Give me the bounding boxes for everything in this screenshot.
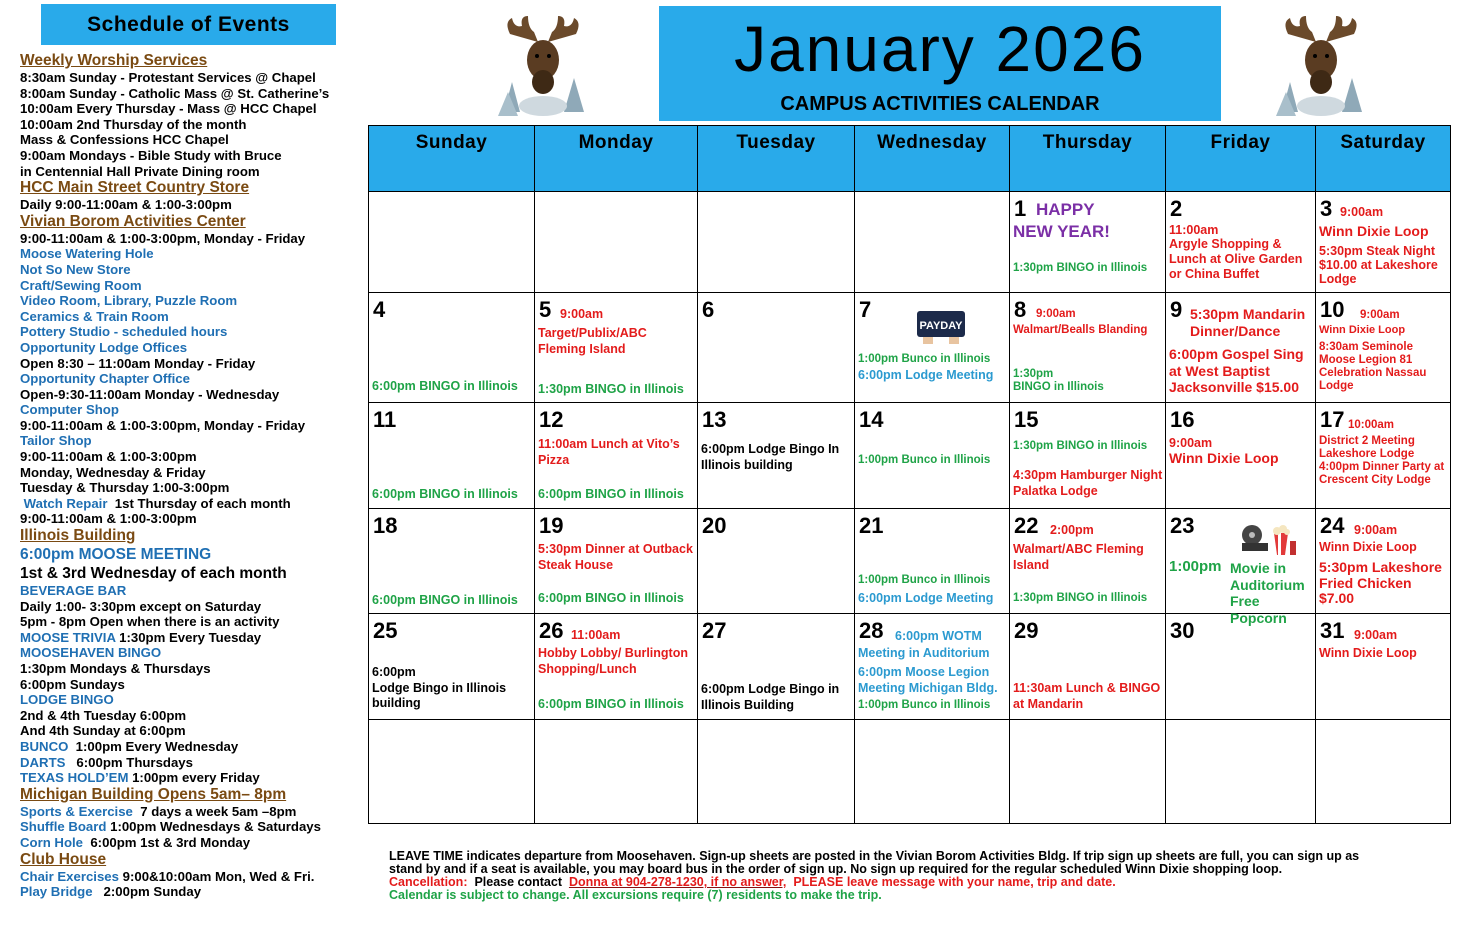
week-row bbox=[369, 720, 1451, 824]
day-number: 24 bbox=[1320, 513, 1345, 538]
day-cell-22 bbox=[1010, 509, 1166, 614]
event-text: Winn Dixie Loop bbox=[1319, 646, 1417, 660]
day-cell-21 bbox=[855, 509, 1010, 614]
week-row bbox=[369, 509, 1451, 614]
day-cell-20 bbox=[698, 509, 855, 614]
schedule-line-label: Watch Repair bbox=[23, 495, 108, 511]
schedule-line-label: BUNCO bbox=[20, 738, 69, 754]
event-text: 6:00pm Lodge Bingo in Illinois Building bbox=[701, 682, 840, 712]
event-text: 11:00am bbox=[571, 628, 621, 642]
schedule-line: 9:00-11:00am & 1:00-3:00pm, Monday - Friday bbox=[20, 230, 306, 246]
day-cell-16 bbox=[1166, 403, 1316, 509]
event-text: 9:00am bbox=[1340, 205, 1384, 219]
event-text: Argyle Shopping & Lunch at Olive Garden or China Buffet bbox=[1169, 237, 1303, 281]
day-number: 27 bbox=[702, 618, 727, 643]
schedule-line: Play Bridge 2:00pm Sunday bbox=[20, 884, 202, 900]
day-number: 4 bbox=[373, 297, 386, 322]
schedule-line: 6:00pm Sundays bbox=[20, 676, 125, 692]
day-number: 21 bbox=[859, 513, 884, 538]
event-text: 6:00pm Moose Legion Meeting Michigan Bldg. bbox=[858, 665, 998, 695]
schedule-line-label: Play Bridge bbox=[20, 884, 93, 900]
event-text: Winn Dixie Loop bbox=[1319, 540, 1417, 554]
event-text: 4:00pm Dinner Party at Crescent City Lodge bbox=[1319, 461, 1445, 486]
day-cell-3 bbox=[1316, 192, 1451, 293]
event-text: 11:00am bbox=[1169, 223, 1219, 237]
event-text: 6:00pm Lodge Bingo In Illinois building bbox=[701, 442, 840, 472]
day-cell-6 bbox=[698, 293, 855, 403]
day-number: 9 bbox=[1170, 297, 1183, 322]
footer-text: Please contact bbox=[467, 875, 569, 889]
schedule-line-label: Chair Exercises bbox=[20, 868, 119, 884]
day-cell-1 bbox=[1010, 192, 1166, 293]
calendar-title-banner bbox=[659, 6, 1221, 121]
day-cell-15 bbox=[1010, 403, 1166, 509]
event-text: 6:00pm WOTM bbox=[895, 629, 982, 643]
day-cell-empty bbox=[698, 192, 855, 293]
day-number: 7 bbox=[859, 297, 872, 322]
day-cell-30 bbox=[1166, 614, 1316, 720]
schedule-line-label: MOOSE TRIVIA bbox=[20, 629, 116, 645]
schedule-line: in Centennial Hall Private Dining room bbox=[20, 163, 260, 179]
calendar-subtitle: CAMPUS ACTIVITIES CALENDAR bbox=[780, 93, 1100, 115]
schedule-section-heading: Illinois Building bbox=[20, 527, 136, 545]
schedule-line: DARTS 6:00pm Thursdays bbox=[20, 754, 193, 770]
event-text: 1:00pm Bunco in Illinois bbox=[858, 454, 991, 466]
event-text: 9:00am bbox=[560, 307, 604, 321]
day-cell-12 bbox=[535, 403, 698, 509]
event-text: 11:30am Lunch & BINGO at Mandarin bbox=[1013, 681, 1161, 711]
day-cell-17 bbox=[1316, 403, 1451, 509]
weekday-header: Thursday bbox=[1010, 126, 1166, 192]
event-text: 9:00am bbox=[1036, 308, 1076, 320]
calendar-grid bbox=[368, 125, 1451, 824]
footer-line: stand by and if a seat is available, you may board bus in the order of sign up. No sign up required for the regular scheduled Winn Dixie shopping loop. bbox=[389, 862, 1283, 876]
schedule-line: Computer Shop bbox=[20, 402, 119, 418]
schedule-section-heading: Michigan Building Opens 5am– 8pm bbox=[20, 785, 287, 803]
schedule-list bbox=[20, 52, 360, 900]
day-number: 12 bbox=[539, 407, 564, 432]
event-text: 9:00am bbox=[1169, 436, 1213, 450]
day-cell-27 bbox=[698, 614, 855, 720]
event-text: NEW YEAR! bbox=[1013, 222, 1110, 241]
schedule-line: Daily 1:00- 3:30pm except on Saturday bbox=[20, 598, 262, 614]
weekday-header: Sunday bbox=[369, 126, 535, 192]
week-row bbox=[369, 614, 1451, 720]
event-text: Meeting in Auditorium bbox=[858, 646, 990, 660]
schedule-line: Chair Exercises 9:00&10:00am Mon, Wed & Fri. bbox=[20, 868, 315, 884]
week-row bbox=[369, 403, 1451, 509]
schedule-line: BEVERAGE BAR bbox=[20, 583, 127, 599]
film-popcorn-icon bbox=[1238, 521, 1298, 557]
event-text: 5:30pm Mandarin Dinner/Dance bbox=[1190, 306, 1306, 339]
day-cell-empty bbox=[535, 720, 698, 824]
schedule-line: Open 8:30 – 11:00am Monday - Friday bbox=[20, 355, 256, 371]
day-number: 17 bbox=[1320, 407, 1345, 432]
schedule-line: 9:00-11:00am & 1:00-3:00pm, Monday - Friday bbox=[20, 417, 306, 433]
event-text: 5:30pm Steak Night $10.00 at Lakeshore Lodge bbox=[1319, 244, 1438, 286]
day-cell-5 bbox=[535, 293, 698, 403]
day-cell-empty bbox=[1166, 720, 1316, 824]
payday-sign-icon bbox=[915, 309, 967, 345]
event-text: Movie in Auditorium Free Popcorn bbox=[1230, 560, 1305, 626]
day-number: 10 bbox=[1320, 297, 1345, 322]
day-cell-empty bbox=[369, 720, 535, 824]
day-cell-8 bbox=[1010, 293, 1166, 403]
day-cell-14 bbox=[855, 403, 1010, 509]
event-text: Walmart/Bealls Blanding bbox=[1013, 324, 1148, 336]
day-cell-28 bbox=[855, 614, 1010, 720]
day-number: 8 bbox=[1014, 297, 1027, 322]
schedule-section-heading: HCC Main Street Country Store bbox=[20, 179, 250, 197]
event-text: 11:00am Lunch at Vito’s Pizza bbox=[538, 437, 680, 467]
schedule-line: Shuffle Board 1:00pm Wednesdays & Saturdays bbox=[20, 819, 321, 835]
event-text: Winn Dixie Loop bbox=[1319, 223, 1429, 239]
schedule-line: MOOSE TRIVIA 1:30pm Every Tuesday bbox=[20, 629, 262, 645]
day-number: 28 bbox=[859, 618, 884, 643]
schedule-line: BUNCO 1:00pm Every Wednesday bbox=[20, 738, 239, 754]
event-text: Winn Dixie Loop bbox=[1169, 450, 1279, 466]
weekday-header: Monday bbox=[535, 126, 698, 192]
footer-text: PLEASE leave message with your name, trip and date. bbox=[786, 875, 1116, 889]
schedule-line: 9:00am Mondays - Bible Study with Bruce bbox=[20, 147, 282, 163]
schedule-line: Mass & Confessions HCC Chapel bbox=[20, 132, 229, 148]
event-text: HAPPY bbox=[1036, 200, 1095, 219]
schedule-line-label: DARTS bbox=[20, 754, 66, 770]
day-cell-empty bbox=[855, 720, 1010, 824]
schedule-line: Moose Watering Hole bbox=[20, 246, 154, 262]
schedule-line: Tuesday & Thursday 1:00-3:00pm bbox=[20, 480, 230, 496]
day-cell-empty bbox=[369, 192, 535, 293]
weekday-header-row bbox=[369, 126, 1451, 192]
schedule-line: And 4th Sunday at 6:00pm bbox=[20, 723, 186, 739]
day-cell-23 bbox=[1166, 509, 1316, 626]
day-cell-empty bbox=[855, 192, 1010, 293]
event-text: 1:30pm BINGO in Illinois bbox=[1013, 592, 1148, 604]
day-number: 6 bbox=[702, 297, 715, 322]
schedule-line: TEXAS HOLD’EM 1:00pm every Friday bbox=[20, 770, 260, 786]
schedule-line: 1st & 3rd Wednesday of each month bbox=[20, 565, 287, 583]
calendar-title: January 2026 bbox=[734, 13, 1146, 85]
schedule-line: Ceramics & Train Room bbox=[20, 308, 169, 324]
day-cell-4 bbox=[369, 293, 535, 403]
moose-icon bbox=[498, 12, 588, 120]
event-text: 10:00am bbox=[1348, 419, 1395, 431]
week-row bbox=[369, 192, 1451, 293]
event-text: BINGO in Illinois bbox=[1013, 381, 1104, 393]
event-text: 6:00pm Lodge Meeting bbox=[858, 591, 994, 605]
event-text: 9:00am bbox=[1354, 628, 1398, 642]
day-number: 20 bbox=[702, 513, 727, 538]
schedule-line-label: TEXAS HOLD’EM bbox=[20, 770, 129, 786]
event-text: Winn Dixie Loop bbox=[1319, 324, 1406, 336]
day-number: 5 bbox=[539, 297, 552, 322]
day-number: 30 bbox=[1170, 618, 1195, 643]
day-cell-31 bbox=[1316, 614, 1451, 720]
schedule-line-label: Sports & Exercise bbox=[20, 803, 133, 819]
event-text: 4:30pm Hamburger Night Palatka Lodge bbox=[1013, 468, 1163, 498]
event-text: 1:30pm BINGO in Illinois bbox=[1013, 262, 1148, 274]
weekday-header: Friday bbox=[1166, 126, 1316, 192]
event-text: 9:00am bbox=[1354, 523, 1398, 537]
schedule-line: 8:30am Sunday - Protestant Services @ Chapel bbox=[20, 70, 316, 85]
day-number: 26 bbox=[539, 618, 564, 643]
schedule-line: 6:00pm MOOSE MEETING bbox=[20, 546, 212, 564]
day-cell-empty bbox=[535, 192, 698, 293]
schedule-section-heading: Vivian Borom Activities Center bbox=[20, 212, 246, 230]
event-text: 6:00pm Gospel Sing at West Baptist Jacksonville $15.00 bbox=[1169, 346, 1304, 395]
cancellation-label: Cancellation: bbox=[389, 875, 468, 889]
schedule-line: Video Room, Library, Puzzle Room bbox=[20, 293, 238, 309]
event-text: 1:00pm Bunco in Illinois bbox=[858, 353, 991, 365]
event-text: Lodge Bingo in Illinois building bbox=[372, 681, 507, 710]
weekday-header: Wednesday bbox=[855, 126, 1010, 192]
event-text: 9:00am bbox=[1360, 309, 1400, 321]
day-number: 3 bbox=[1320, 196, 1333, 221]
schedule-line: 5pm - 8pm Open when there is an activity bbox=[20, 614, 280, 630]
schedule-line: 2nd & 4th Tuesday 6:00pm bbox=[20, 707, 187, 723]
event-text: 6:00pm BINGO in Illinois bbox=[372, 487, 518, 501]
schedule-line: Daily 9:00-11:00am & 1:00-3:00pm bbox=[20, 197, 232, 213]
day-cell-9 bbox=[1166, 293, 1316, 403]
schedule-line: 10:00am 2nd Thursday of the month bbox=[20, 116, 247, 132]
schedule-line: Not So New Store bbox=[20, 261, 131, 277]
day-number: 22 bbox=[1014, 513, 1039, 538]
day-cell-13 bbox=[698, 403, 855, 509]
schedule-line: Monday, Wednesday & Friday bbox=[20, 464, 206, 480]
event-text: 1:00pm Bunco in Illinois bbox=[858, 699, 991, 711]
day-number: 16 bbox=[1170, 407, 1195, 432]
day-cell-empty bbox=[1316, 720, 1451, 824]
schedule-line: Craft/Sewing Room bbox=[20, 277, 142, 293]
schedule-line: LODGE BINGO bbox=[20, 692, 114, 708]
event-text: 8:30am Seminole Moose Legion 81 Celebration Nassau Lodge bbox=[1319, 341, 1427, 392]
event-text: 6:00pm BINGO in Illinois bbox=[538, 591, 684, 605]
day-number: 1 bbox=[1014, 196, 1027, 221]
event-text: 6:00pm BINGO in Illinois bbox=[538, 487, 684, 501]
schedule-line: Corn Hole 6:00pm 1st & 3rd Monday bbox=[20, 834, 251, 850]
footer-notes bbox=[389, 850, 1429, 902]
schedule-line: MOOSEHAVEN BINGO bbox=[20, 645, 162, 661]
schedule-line-label: Shuffle Board bbox=[20, 819, 107, 835]
event-text: District 2 Meeting Lakeshore Lodge bbox=[1319, 435, 1415, 460]
event-text: Target/Publix/ABC Fleming Island bbox=[538, 326, 647, 356]
day-number: 2 bbox=[1170, 196, 1183, 221]
svg-text:PAYDAY: PAYDAY bbox=[919, 320, 963, 332]
event-text: 2:00pm bbox=[1050, 523, 1094, 537]
schedule-line: 1:30pm Mondays & Thursdays bbox=[20, 661, 211, 676]
day-cell-10 bbox=[1316, 293, 1451, 403]
day-cell-18 bbox=[369, 509, 535, 614]
event-text: 5:30pm Dinner at Outback Steak House bbox=[538, 542, 693, 572]
event-text: 6:00pm BINGO in Illinois bbox=[372, 593, 518, 607]
schedule-line: Opportunity Chapter Office bbox=[20, 371, 190, 387]
schedule-line: 8:00am Sunday - Catholic Mass @ St. Catherine’s bbox=[20, 85, 330, 101]
event-text: 1:00pm bbox=[1169, 558, 1222, 575]
schedule-section-heading: Club House bbox=[20, 850, 107, 868]
event-text: 1:00pm Bunco in Illinois bbox=[858, 574, 991, 586]
day-number: 11 bbox=[373, 407, 397, 432]
schedule-line: Pottery Studio - scheduled hours bbox=[20, 324, 228, 340]
week-row bbox=[369, 293, 1451, 403]
contact-info: Donna at 904-278-1230, if no answer, bbox=[568, 875, 787, 889]
event-text: 6:00pm Lodge Meeting bbox=[858, 368, 994, 382]
day-cell-24 bbox=[1316, 509, 1451, 614]
moose-icon bbox=[1276, 12, 1366, 120]
day-cell-26 bbox=[535, 614, 698, 720]
footer-line: Calendar is subject to change. All excursions require (7) residents to make the trip. bbox=[389, 888, 882, 902]
schedule-line: Opportunity Lodge Offices bbox=[20, 339, 188, 355]
schedule-line: Tailor Shop bbox=[20, 433, 92, 449]
schedule-line: Open-9:30-11:00am Monday - Wednesday bbox=[20, 386, 280, 402]
schedule-line: Watch Repair 1st Thursday of each month bbox=[23, 495, 291, 511]
day-cell-2 bbox=[1166, 192, 1316, 293]
day-number: 23 bbox=[1170, 513, 1195, 538]
day-cell-7 bbox=[855, 293, 1010, 403]
schedule-line: 10:00am Every Thursday - Mass @ HCC Chapel bbox=[20, 101, 317, 117]
day-number: 15 bbox=[1014, 407, 1039, 432]
day-number: 18 bbox=[373, 513, 398, 538]
weekday-header: Tuesday bbox=[698, 126, 855, 192]
event-text: 6:00pm bbox=[372, 665, 416, 679]
weekday-header: Saturday bbox=[1316, 126, 1451, 192]
event-text: 1:30pm BINGO in Illinois bbox=[538, 382, 684, 396]
day-cell-29 bbox=[1010, 614, 1166, 720]
footer-line: LEAVE TIME indicates departure from Moosehaven. Sign-up sheets are posted in the Vivian Borom Activities Bldg. If trip sign up sheets are full, you can sign up as bbox=[389, 849, 1360, 863]
day-cell-empty bbox=[698, 720, 855, 824]
day-cell-19 bbox=[535, 509, 698, 614]
day-number: 31 bbox=[1320, 618, 1345, 643]
day-cell-empty bbox=[1010, 720, 1166, 824]
day-cell-25 bbox=[369, 614, 535, 720]
day-number: 25 bbox=[373, 618, 398, 643]
event-text: 5:30pm Lakeshore Fried Chicken $7.00 bbox=[1319, 559, 1442, 606]
event-text: 6:00pm BINGO in Illinois bbox=[538, 697, 684, 711]
schedule-line-label: Corn Hole bbox=[20, 834, 84, 850]
schedule-line: 9:00-11:00am & 1:00-3:00pm bbox=[20, 449, 197, 465]
schedule-section-heading: Weekly Worship Services bbox=[20, 52, 208, 69]
schedule-title: Schedule of Events bbox=[41, 4, 336, 45]
day-number: 13 bbox=[702, 407, 727, 432]
schedule-line: Sports & Exercise 7 days a week 5am –8pm bbox=[20, 803, 297, 819]
event-text: 1:30pm BINGO in Illinois bbox=[1013, 440, 1148, 452]
day-cell-11 bbox=[369, 403, 535, 509]
event-text: 1:30pm bbox=[1013, 368, 1054, 380]
schedule-line: 9:00-11:00am & 1:00-3:00pm bbox=[20, 511, 197, 527]
day-number: 14 bbox=[859, 407, 884, 432]
day-number: 19 bbox=[539, 513, 564, 538]
event-text: Walmart/ABC Fleming Island bbox=[1013, 542, 1144, 572]
day-number: 29 bbox=[1014, 618, 1039, 643]
event-text: 6:00pm BINGO in Illinois bbox=[372, 379, 518, 393]
event-text: Hobby Lobby/ Burlington Shopping/Lunch bbox=[538, 646, 688, 676]
